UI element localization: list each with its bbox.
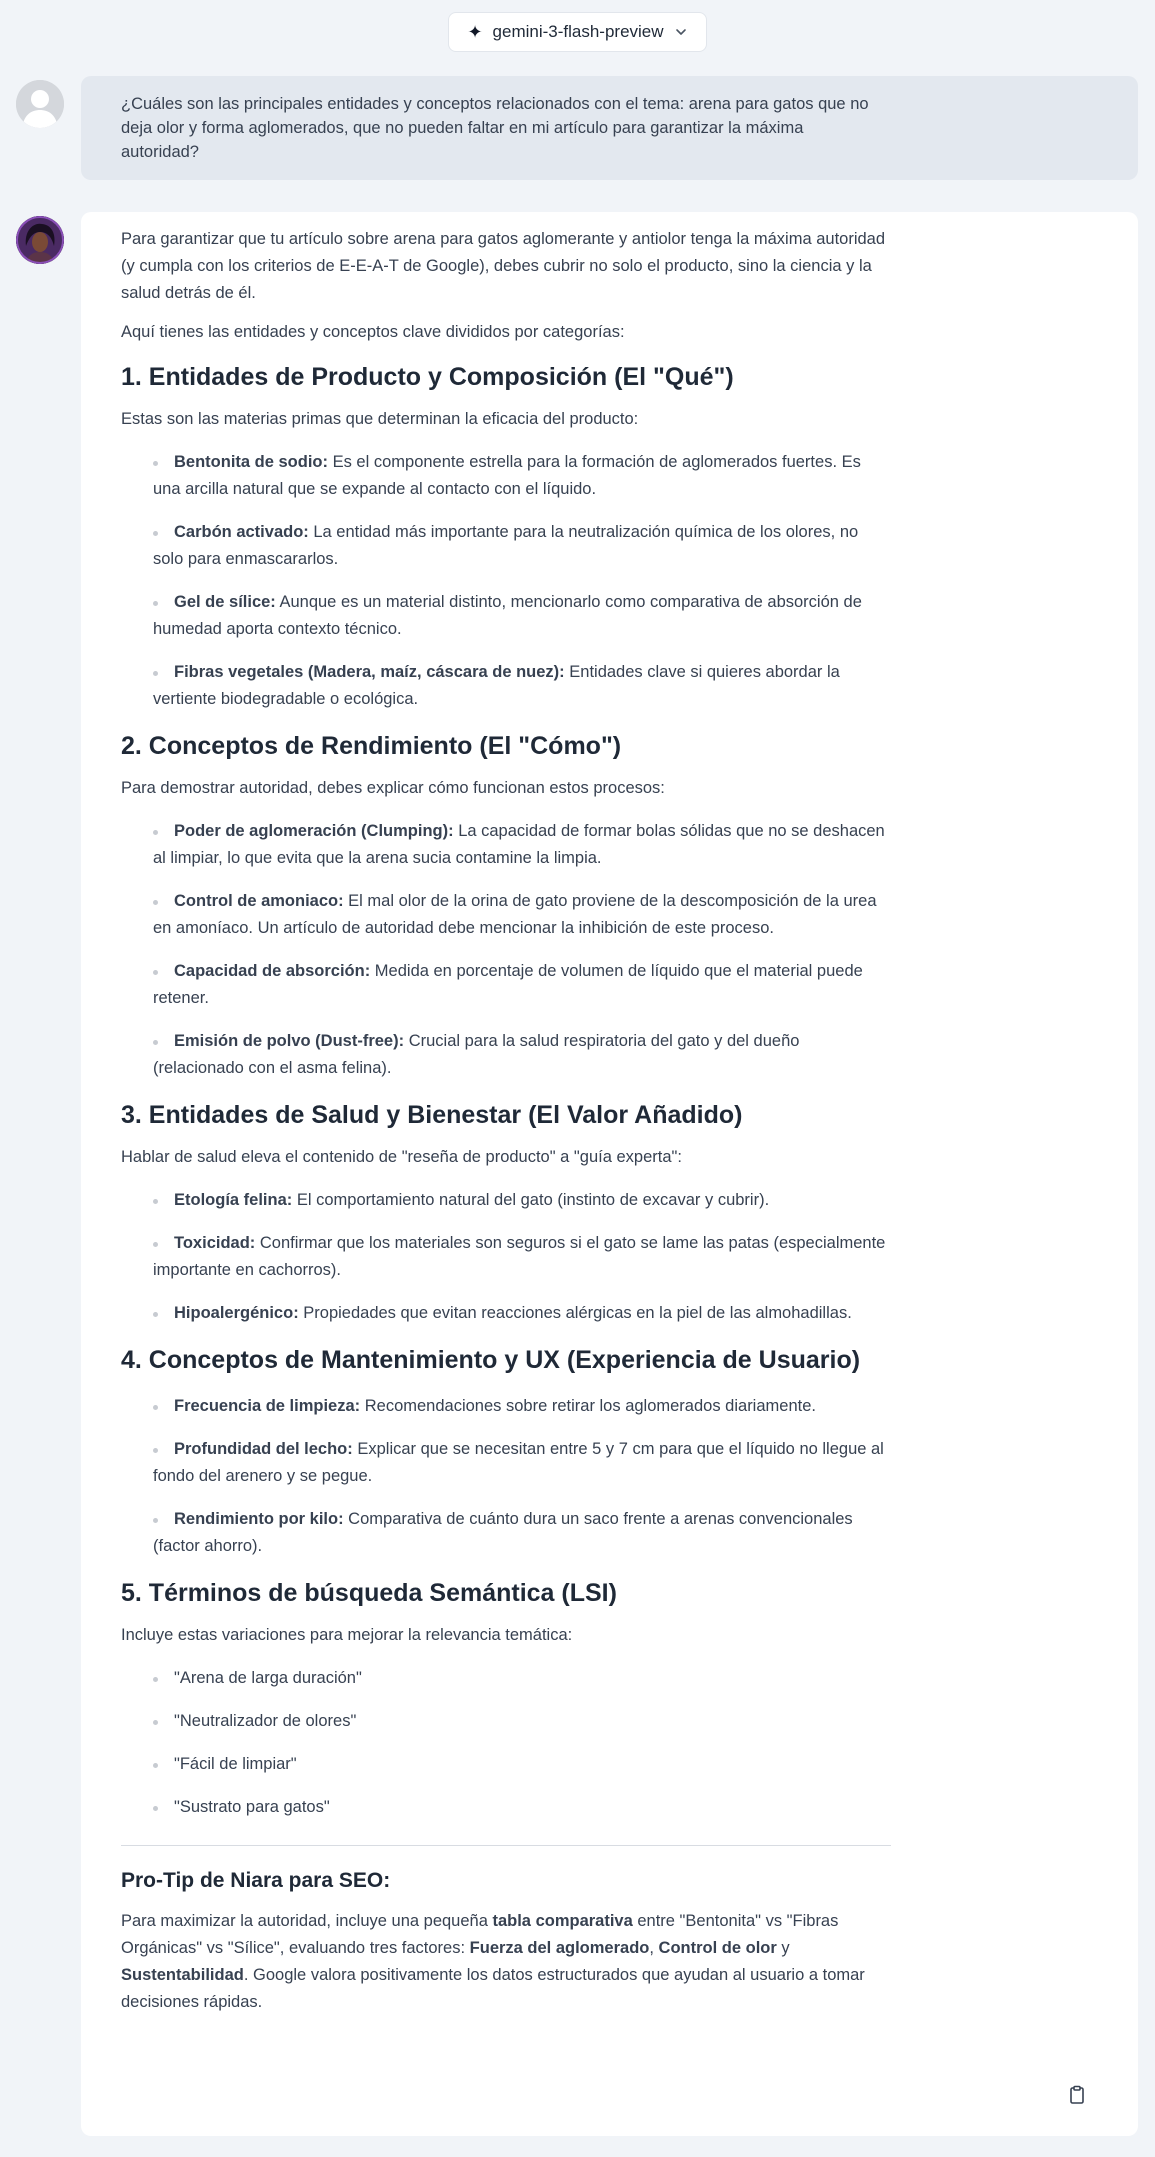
section-intro: Hablar de salud eleva el contenido de "reseña de producto" a "guía experta": [121, 1148, 682, 1166]
section-intro: Incluye estas variaciones para mejorar la relevancia temática: [121, 1626, 573, 1644]
model-name: gemini-3-flash-preview [492, 22, 664, 41]
section-intro: Para demostrar autoridad, debes explicar cómo funcionan estos procesos: [121, 779, 665, 797]
clipboard-icon [1066, 2084, 1088, 2106]
user-message-text: ¿Cuáles son las principales entidades y conceptos relacionados con el tema: arena para gatos que no deja olor y forma aglomerados, que no pueden faltar en mi artículo para garantizar la máxima autoridad? [121, 95, 869, 161]
bullet-list [121, 1665, 891, 1821]
list-item-term: Carbón activado: [174, 523, 309, 541]
list-item [153, 818, 891, 872]
list-item [153, 1028, 891, 1082]
list-item [153, 659, 891, 713]
bullet-list [121, 818, 891, 1082]
list-item [153, 1300, 891, 1327]
list-item-text: El mal olor de la orina de gato proviene de la descomposición de la urea en amoníaco. Un artículo de autoridad debe mencionar la inhibición de este proceso. [153, 892, 877, 937]
list-item-text: "Fácil de limpiar" [174, 1755, 297, 1773]
section-heading: 1. Entidades de Producto y Composición (El "Qué") [121, 363, 734, 391]
copy-button[interactable] [1066, 2084, 1088, 2106]
list-item-term: Emisión de polvo (Dust-free): [174, 1032, 405, 1050]
list-item-term: Toxicidad: [174, 1234, 256, 1252]
list-item [153, 1506, 891, 1560]
list-item [153, 1393, 891, 1420]
list-item-term: Bentonita de sodio: [174, 453, 328, 471]
list-item [153, 888, 891, 942]
protip-paragraph: Para maximizar la autoridad, incluye una pequeña tabla comparativa entre "Bentonita" vs "Fibras Orgánicas" vs "Sílice", evaluando tres factores: Fuerza del aglomerado, Control de olor y Sustentabilidad. Google valora positivamente los datos estructurados que ayudan al usuario a tomar decisiones rápidas. [121, 1912, 865, 2011]
list-item [153, 1436, 891, 1490]
list-item [153, 958, 891, 1012]
top-bar [0, 0, 1155, 64]
list-item [153, 1794, 891, 1821]
list-item [153, 1187, 891, 1214]
list-item-term: Poder de aglomeración (Clumping): [174, 822, 454, 840]
list-item [153, 449, 891, 503]
list-item-text: Crucial para la salud respiratoria del gato y del dueño (relacionado con el asma felina). [153, 1032, 800, 1077]
list-item-term: Hipoalergénico: [174, 1304, 299, 1322]
intro-paragraph: Para garantizar que tu artículo sobre arena para gatos aglomerante y antiolor tenga la máxima autoridad (y cumpla con los criterios de E-E-A-T de Google), debes cubrir no solo el producto, sino la ciencia y la salud detrás de él. [121, 230, 886, 302]
list-item-term: Gel de sílice: [174, 593, 276, 611]
sparkle-icon: ✦ [467, 22, 483, 42]
list-item-text: La entidad más importante para la neutralización química de los olores, no solo para enmascararlos. [153, 523, 859, 568]
list-item [153, 519, 891, 573]
assistant-message-card [81, 212, 1138, 2136]
sections-container [121, 360, 891, 1821]
list-item [153, 1751, 891, 1778]
section-heading: 3. Entidades de Salud y Bienestar (El Valor Añadido) [121, 1101, 743, 1129]
assistant-avatar [16, 216, 64, 264]
list-item-text: Explicar que se necesitan entre 5 y 7 cm para que el líquido no llegue al fondo del arenero y se pegue. [153, 1440, 884, 1485]
bullet-list [121, 1393, 891, 1560]
list-item-text: "Neutralizador de olores" [174, 1712, 357, 1730]
list-item [153, 589, 891, 643]
chevron-down-icon [674, 25, 688, 39]
list-item-text: Recomendaciones sobre retirar los aglomerados diariamente. [360, 1397, 816, 1415]
section-heading: 5. Términos de búsqueda Semántica (LSI) [121, 1579, 617, 1607]
divider [121, 1845, 891, 1846]
model-selector-button[interactable] [448, 12, 706, 52]
user-avatar [16, 80, 64, 128]
list-item [153, 1665, 891, 1692]
section-heading: 2. Conceptos de Rendimiento (El "Cómo") [121, 732, 622, 760]
list-item-text: "Arena de larga duración" [174, 1669, 362, 1687]
list-item-term: Rendimiento por kilo: [174, 1510, 344, 1528]
list-item-term: Etología felina: [174, 1191, 293, 1209]
intro-paragraph-2: Aquí tienes las entidades y conceptos clave divididos por categorías: [121, 323, 625, 341]
list-item-text: El comportamiento natural del gato (instinto de excavar y cubrir). [292, 1191, 770, 1209]
list-item-term: Capacidad de absorción: [174, 962, 371, 980]
list-item-text: Es el componente estrella para la formación de aglomerados fuertes. Es una arcilla natural que se expande al contacto con el líquido. [153, 453, 861, 498]
user-message-bubble [81, 76, 1138, 180]
list-item-text: Confirmar que los materiales son seguros si el gato se lame las patas (especialmente importante en cachorros). [153, 1234, 886, 1279]
bullet-list [121, 1187, 891, 1327]
list-item-text: "Sustrato para gatos" [174, 1798, 330, 1816]
protip-title: Pro-Tip de Niara para SEO: [121, 1869, 391, 1892]
list-item-text: La capacidad de formar bolas sólidas que no se deshacen al limpiar, lo que evita que la arena sucia contamine la limpia. [153, 822, 885, 867]
section-intro: Estas son las materias primas que determinan la eficacia del producto: [121, 410, 639, 428]
list-item-text: Propiedades que evitan reacciones alérgicas en la piel de las almohadillas. [298, 1304, 852, 1322]
list-item-term: Fibras vegetales (Madera, maíz, cáscara de nuez): [174, 663, 565, 681]
list-item-text: Medida en porcentaje de volumen de líquido que el material puede retener. [153, 962, 863, 1007]
section-heading: 4. Conceptos de Mantenimiento y UX (Experiencia de Usuario) [121, 1346, 861, 1374]
assistant-message-content [121, 226, 891, 2028]
bullet-list [121, 449, 891, 713]
list-item [153, 1708, 891, 1735]
list-item-text: Entidades clave si quieres abordar la vertiente biodegradable o ecológica. [153, 663, 840, 708]
list-item-text: Comparativa de cuánto dura un saco frente a arenas convencionales (factor ahorro). [153, 1510, 853, 1555]
list-item-term: Frecuencia de limpieza: [174, 1397, 361, 1415]
list-item-term: Control de amoniaco: [174, 892, 344, 910]
list-item-term: Profundidad del lecho: [174, 1440, 353, 1458]
list-item [153, 1230, 891, 1284]
list-item-text: Aunque es un material distinto, mencionarlo como comparativa de absorción de humedad aporta contexto técnico. [153, 593, 862, 638]
